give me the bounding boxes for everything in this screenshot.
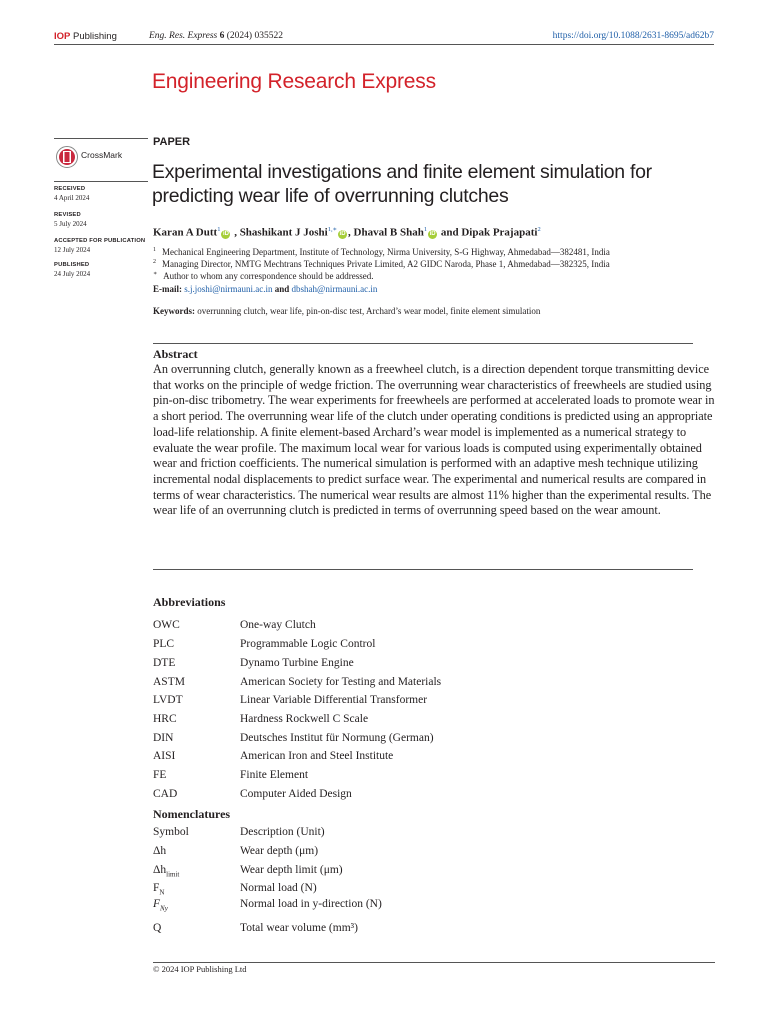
author-name[interactable]: Dipak Prajapati bbox=[461, 226, 538, 239]
orcid-icon[interactable]: iD bbox=[339, 230, 346, 237]
abstract-heading: Abstract bbox=[153, 347, 198, 361]
history-received: RECEIVED 4 April 2024 bbox=[54, 186, 90, 202]
email-link[interactable]: dbshah@nirmauni.ac.in bbox=[291, 284, 378, 294]
crossmark-label: CrossMark bbox=[81, 150, 123, 160]
nomenclatures-heading: Nomenclatures bbox=[153, 807, 231, 821]
affiliation: $^1$ Mechanical Engineering Department, Institute of Technology, Nirma University, S-G Highway, Ahmedabad—382481, India bbox=[153, 247, 610, 257]
header-rule bbox=[54, 44, 714, 45]
publisher-logo: IOP Publishing bbox=[54, 31, 117, 42]
abbreviations-heading: Abbreviations bbox=[153, 595, 226, 609]
citation: Eng. Res. Express 6 (2024) 035522 bbox=[149, 31, 283, 41]
email-link[interactable]: s.j.joshi@nirmauni.ac.in bbox=[184, 284, 273, 294]
article-title: Experimental investigations and finite element simulation for predicting wear life of overrunning clutches bbox=[152, 161, 652, 207]
orcid-icon[interactable]: iD bbox=[429, 230, 436, 237]
abstract-top-rule bbox=[153, 343, 693, 344]
doi-link[interactable]: https://doi.org/10.1088/2631-8695/ad62b7 bbox=[552, 31, 714, 41]
history-accepted: ACCEPTED FOR PUBLICATION 12 July 2024 bbox=[54, 238, 146, 254]
author-list: Karan A Dutt$^1$iD , Shashikant J Joshi$^{1,∗}$iD , Dhaval B Shah$^1$iD and Dipak Prajapati$^2$ bbox=[153, 226, 541, 239]
author-name[interactable]: Dhaval B Shah bbox=[353, 226, 424, 239]
affiliation: ∗ Author to whom any correspondence should be addressed. bbox=[153, 271, 374, 281]
article-type: PAPER bbox=[153, 136, 191, 148]
footer-rule bbox=[153, 962, 715, 963]
orcid-icon[interactable]: iD bbox=[222, 230, 229, 237]
email-line: E-mail: s.j.joshi@nirmauni.ac.in and dbshah@nirmauni.ac.in bbox=[153, 284, 378, 294]
history-published: PUBLISHED 24 July 2024 bbox=[54, 262, 91, 278]
keywords-line: Keywords: overrunning clutch, wear life, pin-on-disc test, Archard’s wear model, finite element simulation bbox=[153, 306, 541, 316]
crossmark-icon bbox=[56, 146, 78, 168]
abstract-text: An overrunning clutch, generally known as a freewheel clutch, is a direction dependent torque transmitting device that works on the principle of wedge friction. The overrunning wear characteristics of freewheels are studied using pin-on-disc tribometry. The wear experiments for freewheels are performed at accelerated loads to promote wear in a short period. The overrunning wear life of the clutch under operating conditions is predicted using an appropriate load-life relationship. A finite element-based Archard’s wear model is implemented as a numerical strategy to evaluate the wear profile. The maximum local wear for various loads is computed using experimentally obtained wear and friction coefficients. The numerical simulation is performed with an adaptive mesh technique utilizing incremental nodal displacements to predict surface wear. The experimental and numerical results are compared in terms of wear characteristics. The numerical wear results are almost 11% higher than the experimental results. The wear life of an overrunning clutch is predicted in terms of overrunning speed based on the wear amount. bbox=[153, 362, 715, 518]
abstract-bottom-rule bbox=[153, 569, 693, 570]
copyright: © 2024 IOP Publishing Ltd bbox=[153, 964, 247, 974]
journal-title: Engineering Research Express bbox=[152, 70, 436, 93]
author-name[interactable]: Karan A Dutt bbox=[153, 226, 218, 239]
crossmark-badge[interactable] bbox=[54, 138, 148, 182]
author-name[interactable]: Shashikant J Joshi bbox=[239, 226, 328, 239]
history-revised: REVISED 5 July 2024 bbox=[54, 212, 87, 228]
affiliation: $^2$ Managing Director, NMTG Mechtrans Techniques Private Limited, A2 GIDC Naroda, Phase 1, Ahmedabad—382325, India bbox=[153, 259, 610, 269]
top-bar bbox=[54, 31, 714, 45]
